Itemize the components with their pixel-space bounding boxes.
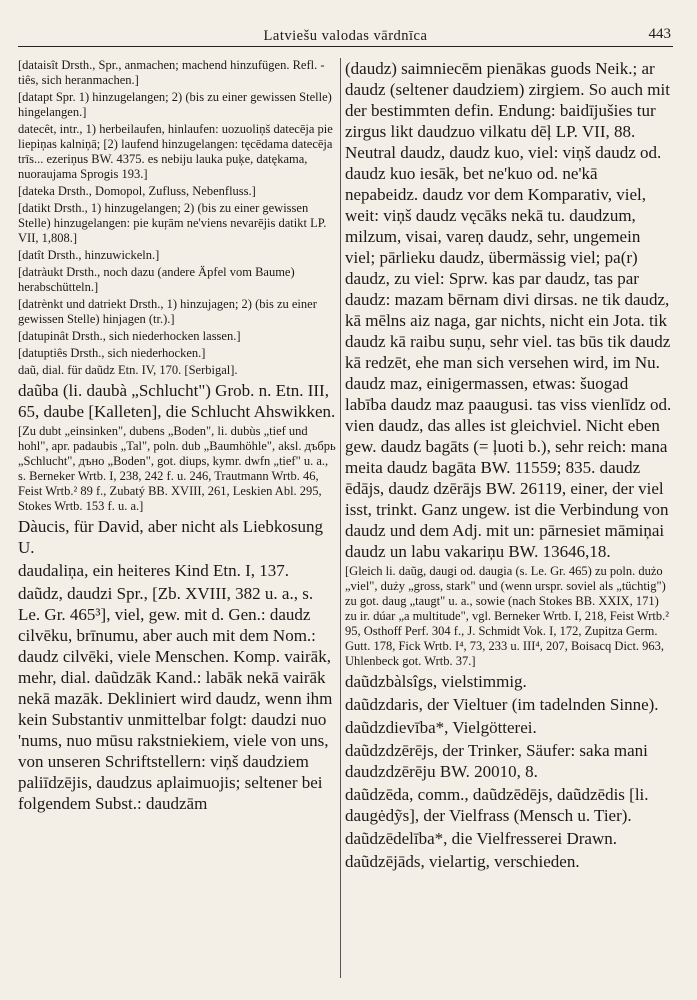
- dictionary-entry: daũdzēda, comm., daũdzēdējs, daũdzēdis [li. daugėdỹs], der Vielfrass (Mensch u. Tier).: [345, 785, 649, 825]
- dictionary-entry: [datapt Spr. 1) hinzugelangen; 2) (bis zu einer gewissen Stelle) hingelangen.]: [18, 90, 332, 119]
- dictionary-entry: [dateka Drsth., Domopol, Zufluss, Nebenfluss.]: [18, 184, 256, 198]
- dictionary-entry: daudaliņa, ein heiteres Kind Etn. I, 137.: [18, 561, 289, 580]
- dictionary-entry: [datràukt Drsth., noch dazu (andere Äpfel vom Baume) herabschütteln.]: [18, 265, 295, 294]
- left-column: [18, 58, 336, 988]
- dictionary-entry: daũdzdievība*, Vielgötterei.: [345, 718, 537, 737]
- dictionary-entry: [datuptiês Drsth., sich niederhocken.]: [18, 346, 206, 360]
- column-divider: [340, 58, 341, 978]
- dictionary-entry: [dataisît Drsth., Spr., anmachen; machend hinzufügen. Refl. -tiês, sich heranmachen.]: [18, 58, 325, 87]
- right-column: [345, 58, 673, 988]
- dictionary-entry: Dàucis, für David, aber nicht als Liebkosung U.: [18, 517, 323, 557]
- running-title: Latviešu valodas vārdnīca: [263, 28, 428, 44]
- dictionary-entry: (daudz) saimniecēm pienākas guods Neik.; ar daudz (seltener daudziem) zirgiem. So auch mit der bestimmten defin. Endung: baidījušies tur zirgus likt daudzuo vilkatu dēļ LP. VII, 88. Neutral daudz, daudz kuo, viel: viņš daudz od. daudz kuo iesāk, bet ne'kuo od. ne'kā nepabeidz. daudz vor dem Komparativ, viel, weit: viņš daudz vęcāks nekā tu. daudzum, milzum, visai, vareņ daudz, sehr, ungemein viel; pārlieku daudz, übermässig viel; pa(r) daudz, zu viel: Sprw. kas par daudz, tas par daudz: mazam bērnam divi dirsas. ne tik daudz, kā mēlns aiz naga, gar nichts, nicht ein Jota. tik daudz kā raibu suņu, sehr viel. tas būs tik daudz kā redzēt, ehe man sich versehen wird, im Nu. daudz maz, einigermassen, etwas: šuogad labība daudz maz paaugusi. tas viss vienlīdz od. vien daudz, das alles ist gleichviel. Nicht eben gew. daudz bagāts (= ļuoti b.), sehr reich: mana meita daudz bagāta BW. 11559; 835. daudz ēdājs, daudz dzērājs BW. 26119, einer, der viel isst, trinkt. Ganz ungew. ist die Verbindung von daudz und dem Adj. mit un: pārnesiet māmiņai daudz un labu vakariņu BW. 13646,18.: [345, 59, 672, 561]
- dictionary-entry: [datikt Drsth., 1) hinzugelangen; 2) (bis zu einer gewissen Stelle) hinzugelangen: pie kuŗām ne'viens nevarējis datikt LP. VII, 1,808.]: [18, 201, 327, 245]
- dictionary-entry: [datît Drsth., hinzuwickeln.]: [18, 248, 160, 262]
- dictionary-entry: daũdzdaris, der Vieltuer (im tadelnden Sinne).: [345, 695, 659, 714]
- dictionary-entry: [datupinât Drsth., sich niederhocken lassen.]: [18, 329, 241, 343]
- dictionary-entry: [datrènkt und datriekt Drsth., 1) hinzujagen; 2) (bis zu einer gewissen Stelle) hinjagen (tr.).]: [18, 297, 317, 326]
- dictionary-entry: [Gleich li. daũg, daugi od. daugia (s. Le. Gr. 465) zu poln. dużo „viel", duży „gross, stark" und (wenn urspr. soviel als „tüchtig") zu got. daug „taugt" u. a., sowie (nach Stokes BB. XXIX, 171) zu ir. dúar „a multitude", vgl. Berneker Wrtb. I, 218, Feist Wrtb.² 95, Osthoff Perf. 304 f., J. Schmidt Vok. I, 172, Zupitza Germ. Gutt. 178, Fick Wrtb. I⁴, 73, 233 u. III⁴, 207, Boisacq Dict. 963, Uhlenbeck got. Wrtb. 37.]: [345, 564, 669, 668]
- dictionary-entry: daũ, dial. für daũdz Etn. IV, 170. [Serbigal].: [18, 363, 238, 377]
- dictionary-entry: daũdzbàlsîgs, vielstimmig.: [345, 672, 527, 691]
- dictionary-entry: daũdz, daudzi Spr., [Zb. XVIII, 382 u. a., s. Le. Gr. 465³], viel, gew. mit d. Gen.: daudz cilvēku, brīnumu, aber auch mit dem Nom.: daudz cilvēki, viele Menschen. Komp. vairāk, mehr, dial. daũdzāk Kand.: labāk nekā vairāk nekā mazāk. Dekliniert wird daudz, wenn ihm kein Substantiv unmittelbar folgt: daudzi nuo 'nums, nuo mūsu rakstniekiem, viele von uns, von unseren Schriftstellern: viņš daudziem paliīdzējis, daudzus aplaimuojis; seltener bei folgendem Subst.: daudzām: [18, 584, 333, 813]
- page-number: 443: [648, 26, 671, 42]
- dictionary-entry: [Zu dubt „einsinken", dubens „Boden", li. dubùs „tief und hohl", apr. padaubis „Tal", poln. dub „Baumhöhle", aksl. дъбрь „Schlucht", дъно „Boden", got. diups, kymr. dwfn „tief" u. a., s. Berneker Wrtb. I, 238, 242 f. u. 246, Trautmann Wrtb. 46, Feist Wrtb.² 89 f., Zubatý BB. XVIII, 261, Leskien Abl. 295, Stokes Wrtb. 153 f. u. a.]: [18, 424, 336, 513]
- page-header: [18, 22, 673, 47]
- dictionary-entry: daũdzējāds, vielartig, verschieden.: [345, 852, 580, 871]
- dictionary-entry: datecêt, intr., 1) herbeilaufen, hinlaufen: uozuoliņš datecēja pie liepiņas kalniņā; [2) laufend hinzugelangen: tęcēdama datecēja trīs... ezeriņus BW. 4375. es nebiju lauka puķe, datękama, nuoraujama Sprogis 193.]: [18, 122, 333, 181]
- dictionary-entry: daũdzdzērējs, der Trinker, Säufer: saka mani daudzdzērēju BW. 20010, 8.: [345, 741, 648, 781]
- dictionary-entry: daũba (li. daubà „Schlucht") Grob. n. Etn. III, 65, daube [Kalleten], die Schlucht Ahswikken.: [18, 381, 336, 421]
- dictionary-entry: daũdzēdelība*, die Vielfresserei Drawn.: [345, 829, 617, 848]
